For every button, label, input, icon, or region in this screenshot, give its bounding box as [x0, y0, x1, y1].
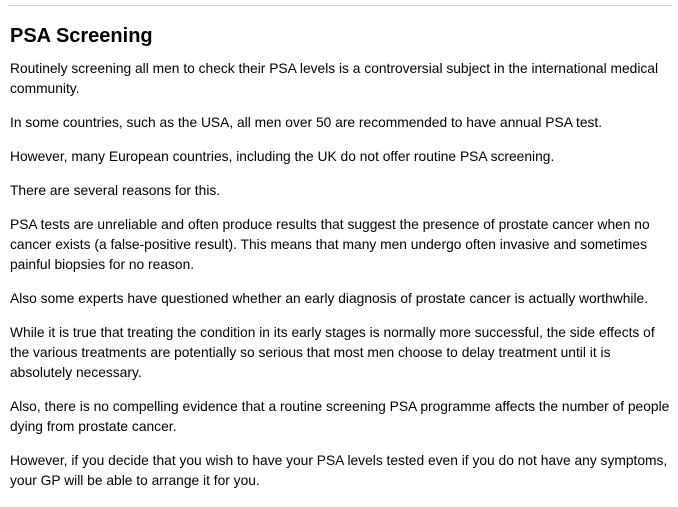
paragraph-side-effects: While it is true that treating the condition in its early stages is normally more successful, the side effects of the various treatments are potentially so serious that most men choose to delay treatment until it is absolutely necessary.	[10, 325, 655, 380]
paragraph-early-diagnosis: Also some experts have questioned whether an early diagnosis of prostate cancer is actually worthwhile.	[10, 291, 649, 306]
paragraph-gp: However, if you decide that you wish to have your PSA levels tested even if you do not have any symptoms, your GP will be able to arrange it for you.	[10, 453, 668, 488]
page-title: PSA Screening	[10, 25, 153, 47]
paragraph-intro: Routinely screening all men to check their PSA levels is a controversial subject in the international medical community.	[10, 61, 659, 96]
paragraph-unreliable: PSA tests are unreliable and often produce results that suggest the presence of prostate cancer when no cancer exists (a false-positive result). This means that many men undergo often invasive and sometimes painful biopsies for no reason.	[10, 217, 650, 272]
paragraph-usa: In some countries, such as the USA, all men over 50 are recommended to have annual PSA test.	[10, 115, 603, 130]
paragraph-evidence: Also, there is no compelling evidence that a routine screening PSA programme affects the number of people dying from prostate cancer.	[10, 399, 670, 434]
article-content	[10, 22, 672, 505]
top-divider	[8, 5, 672, 6]
paragraph-europe: However, many European countries, including the UK do not offer routine PSA screening.	[10, 149, 555, 164]
paragraph-reasons: There are several reasons for this.	[10, 183, 221, 198]
